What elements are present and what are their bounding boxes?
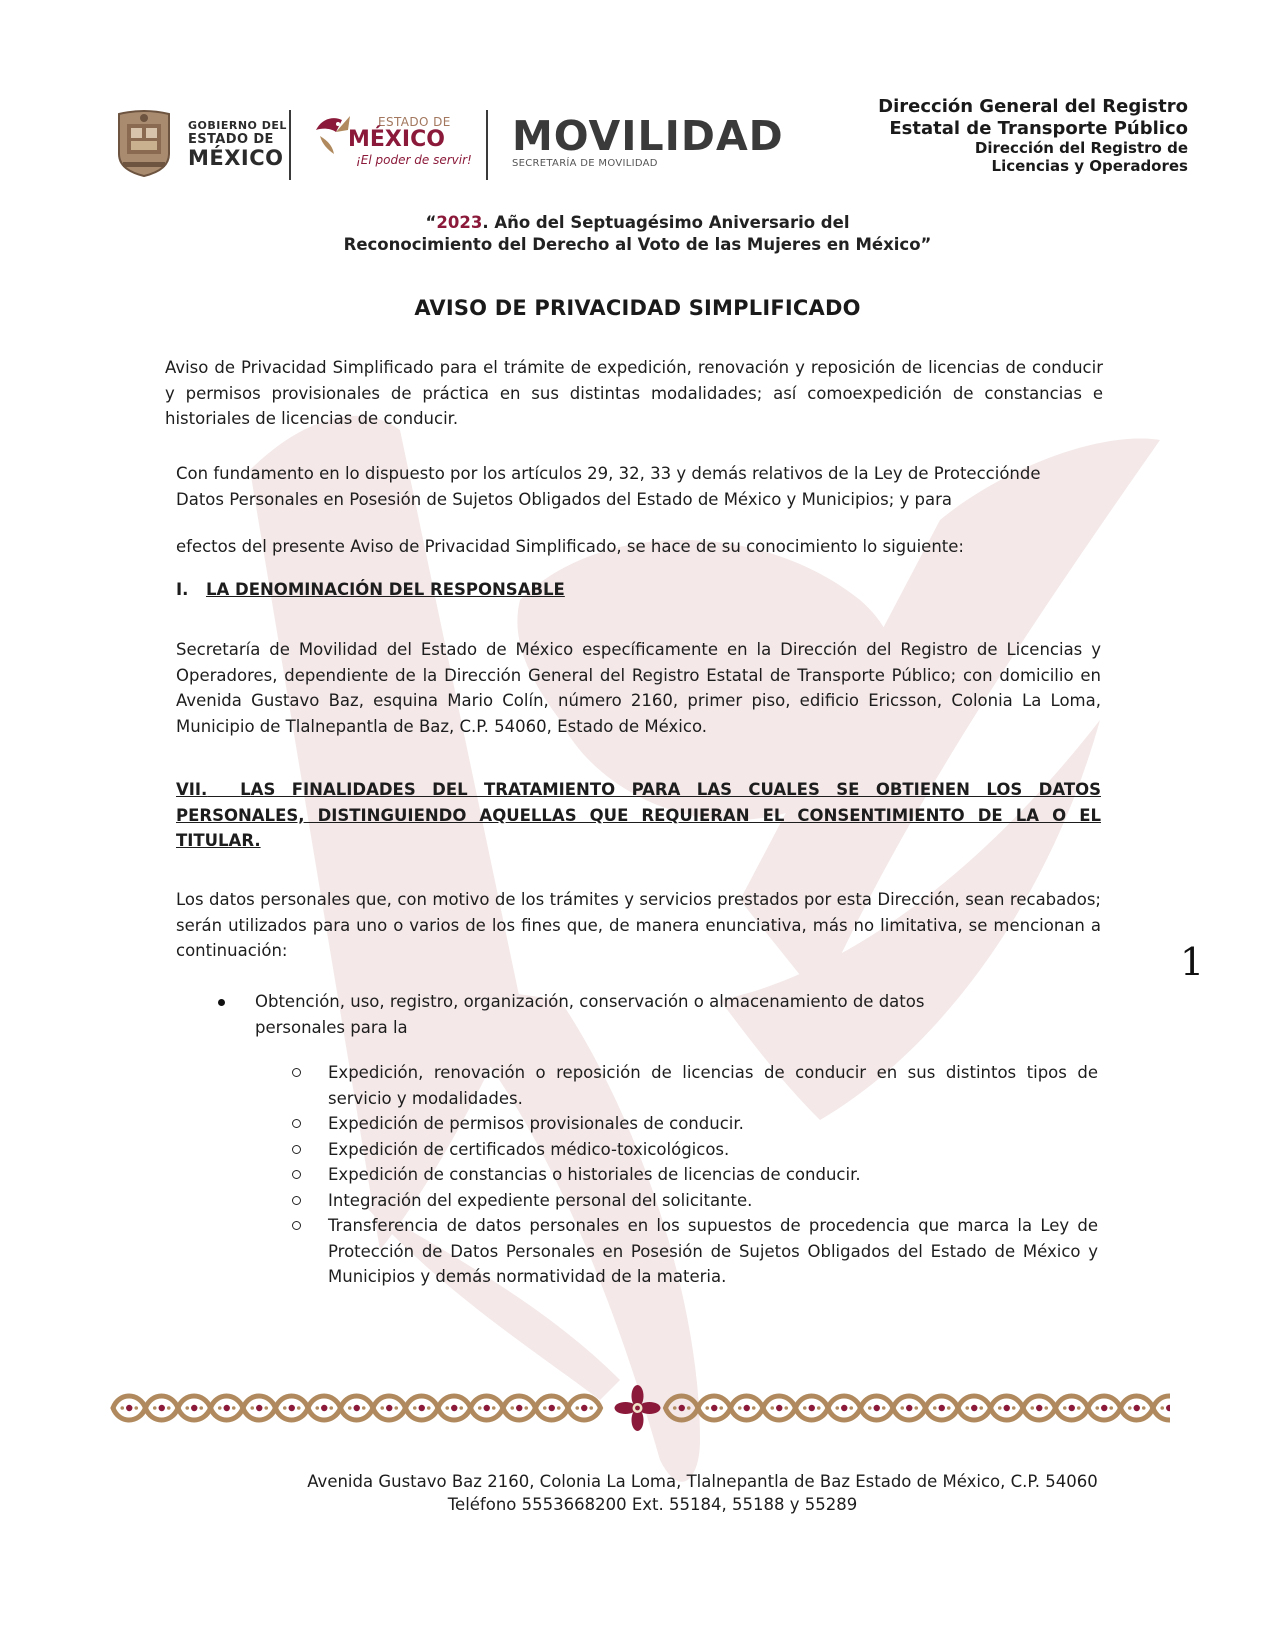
section2-heading xyxy=(176,777,1101,854)
movilidad-subtitle: SECRETARÍA DE MOVILIDAD xyxy=(512,158,658,169)
open-quote: “ xyxy=(425,213,437,232)
sub-item-list xyxy=(292,1060,1112,1290)
direccion-line1: Dirección General del Registro xyxy=(878,96,1188,117)
bullet-dot-icon xyxy=(218,999,225,1006)
gobierno-logo-text xyxy=(188,120,287,169)
list-item: Expedición de permisos provisionales de conducir. xyxy=(292,1111,1112,1137)
mexico-label: MÉXICO xyxy=(348,127,445,152)
section1-numeral: I. xyxy=(176,580,189,599)
list-item: Integración del expediente personal del solicitante. xyxy=(292,1188,1112,1214)
list-item: Transferencia de datos personales en los supuestos de procedencia que marca la Ley de Protección de Datos Personales en Posesión de Sujetos Obligados del Estado de México y Municipios y demás normatividad de la materia. xyxy=(292,1213,1112,1290)
circle-bullet-icon xyxy=(292,1196,301,1205)
header-divider xyxy=(289,110,291,180)
estado-mexico-logo-text xyxy=(348,116,472,166)
section1-heading xyxy=(176,580,1114,599)
direccion-line4: Licencias y Operadores xyxy=(991,157,1188,176)
circle-bullet-icon xyxy=(292,1068,301,1077)
bullet-text: Obtención, uso, registro, organización, conservación o almacenamiento de datos personales para la xyxy=(255,992,925,1037)
footer-address: Avenida Gustavo Baz 2160, Colonia La Loma, Tlalnepantla de Baz Estado de México, C.P. 54060 xyxy=(307,1472,1098,1491)
list-item: Expedición, renovación o reposición de licencias de conducir en sus distintos tipos de servicio y modalidades. xyxy=(292,1060,1112,1111)
bullet-item xyxy=(218,989,1018,1040)
list-item: Expedición de constancias o historiales de licencias de conducir. xyxy=(292,1162,1112,1188)
list-item: Expedición de certificados médico-toxicológicos. xyxy=(292,1137,1112,1163)
section1-heading-text: LA DENOMINACIÓN DEL RESPONSABLE xyxy=(206,580,565,599)
section2-body: Los datos personales que, con motivo de los trámites y servicios prestados por esta Dirección, sean recabados; serán utilizados para uno o varios de los fines que, de manera enunciativa, más no limitativa, se mencionan a continuación: xyxy=(176,890,1101,960)
section2-numeral: VII. xyxy=(176,780,208,799)
estado-de-label: ESTADO DE xyxy=(378,115,451,129)
gobierno-line3: MÉXICO xyxy=(188,146,284,170)
section2-heading-text: LAS FINALIDADES DEL TRATAMIENTO PARA LAS CUALES SE OBTIENEN LOS DATOS PERSONALES, DISTINGUIENDO AQUELLAS QUE REQUIERAN EL CONSENTIMIENTO DE LA O EL TITULAR. xyxy=(176,780,1101,850)
circle-bullet-icon xyxy=(292,1221,301,1230)
page-number: 1 xyxy=(1180,940,1205,984)
gobierno-line2: ESTADO DE xyxy=(188,132,274,147)
direccion-block xyxy=(878,96,1188,175)
slogan: ¡El poder de servir! xyxy=(356,153,472,167)
fundamento-line1: Con fundamento en lo dispuesto por los artículos 29, 32, 33 y demás relativos de la Ley de Protecciónde xyxy=(176,464,1041,483)
movilidad-logo xyxy=(512,112,784,169)
fundamento-line2: Datos Personales en Posesión de Sujetos Obligados del Estado de México y Municipios; y para xyxy=(176,489,952,509)
year-slogan-line2: Reconocimiento del Derecho al Voto de las Mujeres en México” xyxy=(343,235,932,255)
coat-of-arms-icon xyxy=(113,108,175,178)
direccion-line2: Estatal de Transporte Público xyxy=(889,117,1188,139)
section1-body: Secretaría de Movilidad del Estado de México específicamente en la Dirección del Registro de Licencias y Operadores, dependiente de la Dirección General del Registro Estatal de Transporte Público; con domicilio en Avenida Gustavo Baz, esquina Mario Colín, número 2160, primer piso, edificio Ericsson, Colonia La Loma, Municipio de Tlalnepantla de Baz, C.P. 54060, Estado de México. xyxy=(176,640,1101,736)
circle-bullet-icon xyxy=(292,1145,301,1154)
circle-bullet-icon xyxy=(292,1170,301,1179)
year-slogan xyxy=(0,212,1275,257)
fundamento-line3: efectos del presente Aviso de Privacidad Simplificado, se hace de su conocimiento lo siguiente: xyxy=(176,537,964,556)
intro-paragraph: Aviso de Privacidad Simplificado para el trámite de expedición, renovación y reposición de licencias de conducir y permisos provisionales de práctica en sus distintas modalidades; así comoexpedición de constancias e historiales de licencias de conducir. xyxy=(165,358,1103,428)
circle-bullet-icon xyxy=(292,1119,301,1128)
movilidad-name: MOVILIDAD xyxy=(512,112,784,160)
decorative-border xyxy=(105,1385,1170,1431)
fundamento-paragraph xyxy=(176,461,1114,512)
gobierno-line1: GOBIERNO DEL xyxy=(188,119,287,132)
year-number: 2023 xyxy=(436,213,483,232)
year-slogan-line1: . Año del Septuagésimo Aniversario del xyxy=(482,213,850,232)
document-title: AVISO DE PRIVACIDAD SIMPLIFICADO xyxy=(414,296,861,320)
footer-phone: Teléfono 5553668200 Ext. 55184, 55188 y 55289 xyxy=(447,1495,858,1514)
direccion-line3: Dirección del Registro de xyxy=(974,139,1188,158)
header-divider xyxy=(486,110,488,180)
footer xyxy=(0,1470,1275,1516)
